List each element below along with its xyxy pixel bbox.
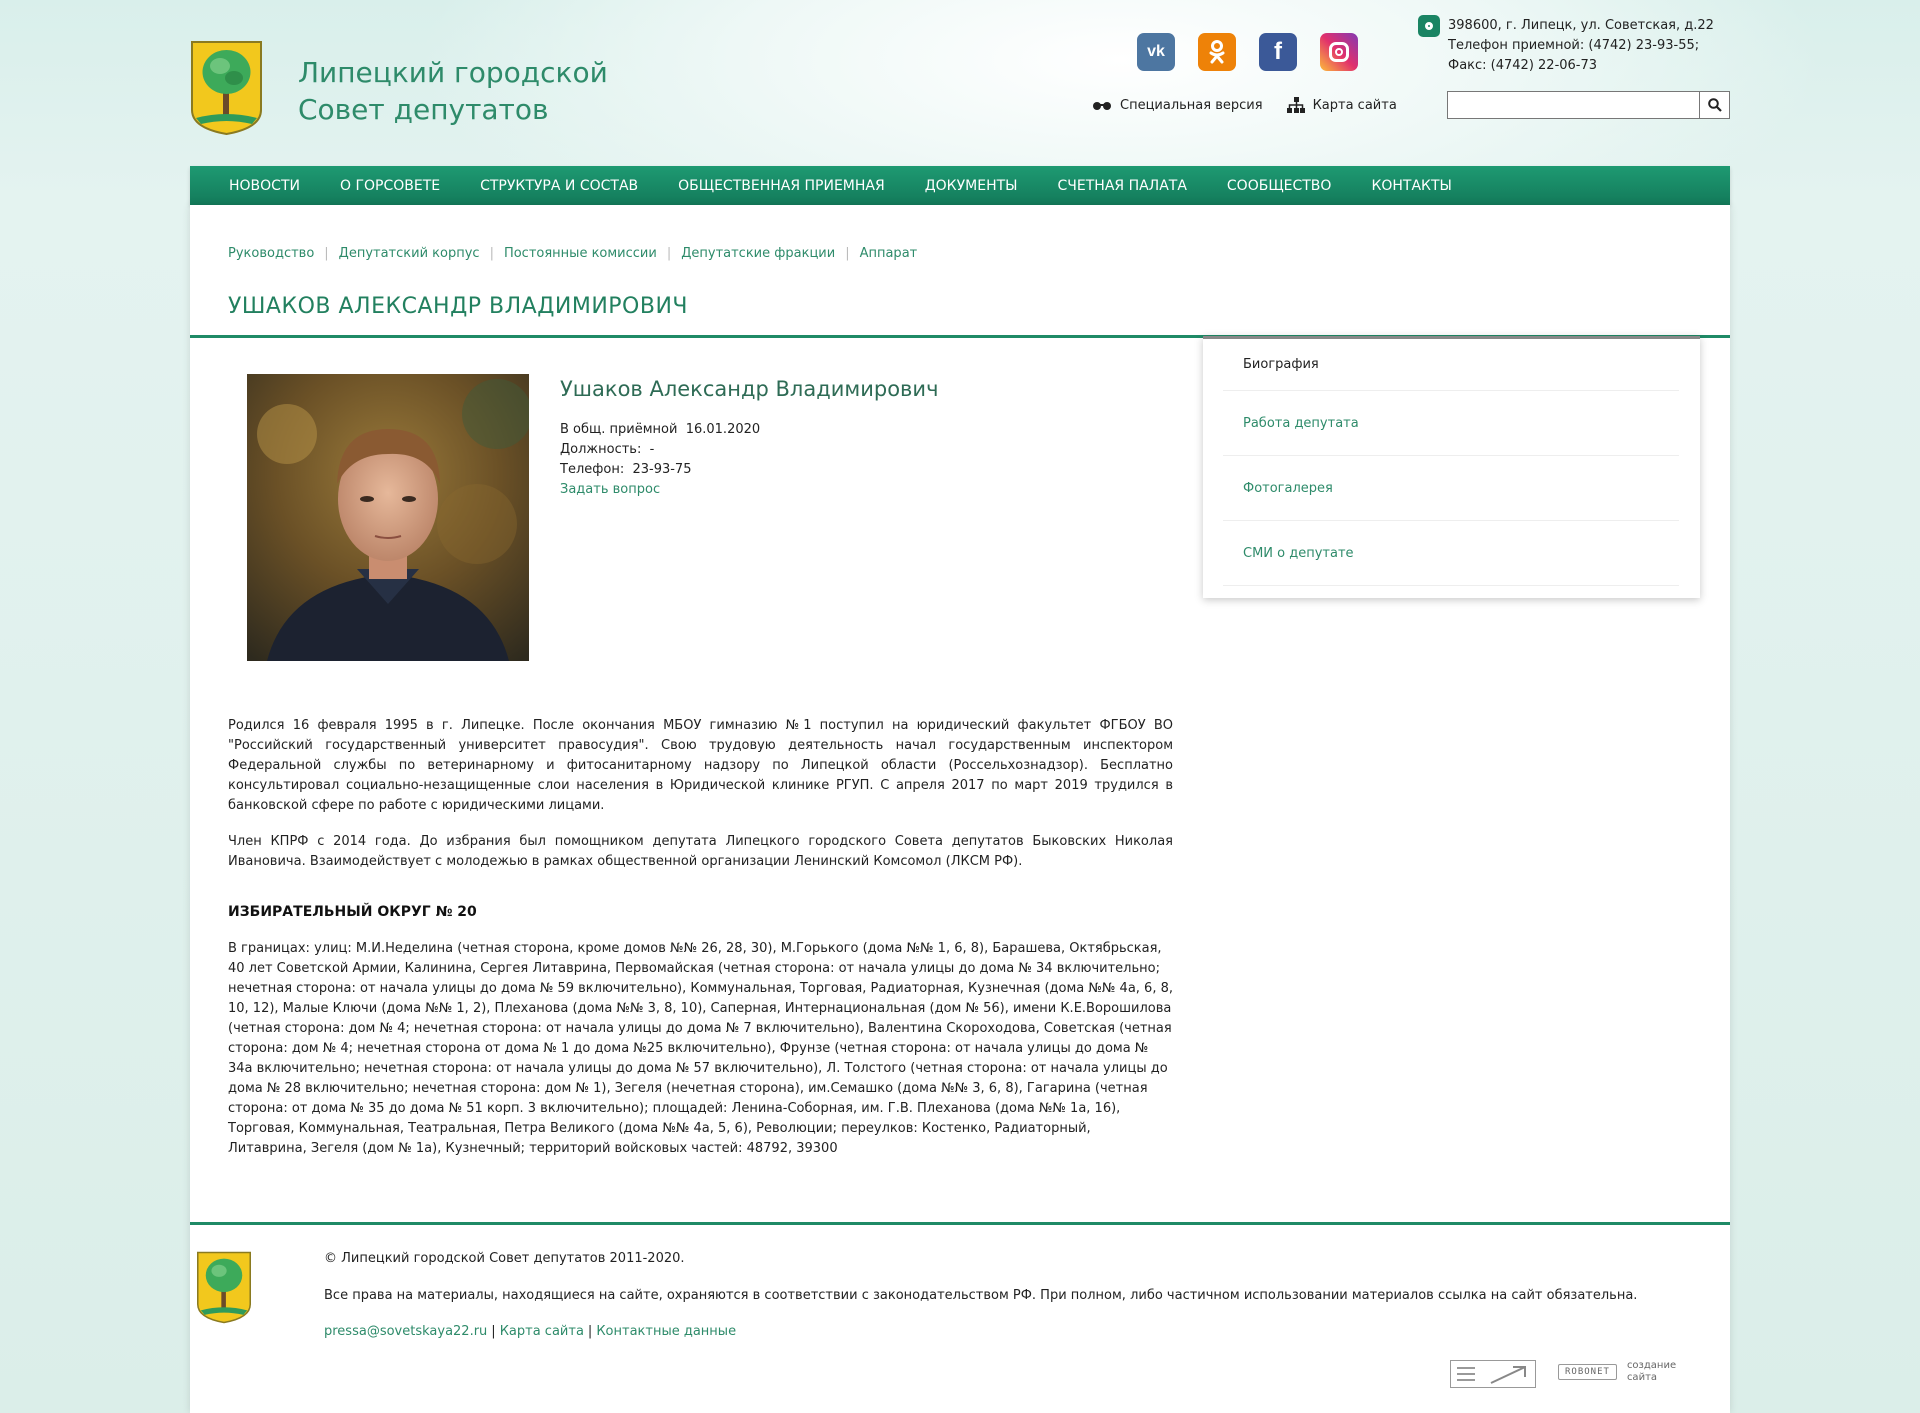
header-contacts [1418, 16, 1714, 76]
subnav-item-staff[interactable]: Аппарат [859, 246, 918, 261]
footer-crest-logo[interactable] [196, 1251, 252, 1324]
created-line1: создание [1626, 1360, 1677, 1371]
district-title: ИЗБИРАТЕЛЬНЫЙ ОКРУГ № 20 [228, 904, 477, 920]
search-input[interactable] [1451, 93, 1705, 119]
footer-link-separator: | [587, 1324, 593, 1339]
sidemenu-item-work-label: Работа депутата [1243, 415, 1359, 431]
nav-item-news[interactable]: НОВОСТИ [229, 177, 300, 194]
nav-item-reception[interactable]: ОБЩЕСТВЕННАЯ ПРИЕМНАЯ [678, 177, 885, 194]
created-line2: сайта [1626, 1372, 1658, 1383]
site-title-line1: Липецкий городской [298, 56, 608, 89]
top-links [1092, 97, 1397, 113]
sidemenu-item-gallery[interactable] [1223, 456, 1679, 521]
sidemenu-item-work[interactable] [1223, 391, 1679, 456]
sitemap-icon [1287, 97, 1305, 113]
search-button[interactable] [1699, 92, 1729, 118]
reception-label: В общ. приёмной [560, 422, 678, 437]
fax-text: Факс: (4742) 22-06-73 [1448, 58, 1598, 73]
subnav-separator: | [666, 246, 672, 261]
footer-email-link[interactable]: pressa@sovetskaya22.ru [324, 1324, 488, 1339]
sidemenu-item-media[interactable] [1223, 521, 1679, 586]
footer-sitemap-link[interactable]: Карта сайта [499, 1324, 584, 1339]
subnav-item-deputies[interactable]: Депутатский корпус [338, 246, 480, 261]
nav-item-about[interactable]: О ГОРСОВЕТЕ [339, 177, 441, 194]
city-crest-logo[interactable] [190, 40, 263, 136]
sitemap-link[interactable] [1287, 97, 1397, 113]
page-title: УШАКОВ АЛЕКСАНДР ВЛАДИМИРОВИЧ [228, 294, 688, 319]
subnav-item-leadership[interactable]: Руководство [228, 246, 315, 261]
subnav-item-commissions[interactable]: Постоянные комиссии [503, 246, 657, 261]
vk-icon[interactable]: vk [1137, 33, 1175, 71]
phone-text: Телефон приемной: (4742) 23-93-55; [1448, 38, 1700, 53]
odnoklassniki-icon[interactable] [1198, 33, 1236, 71]
nav-item-structure[interactable]: СТРУКТУРА И СОСТАВ [480, 177, 639, 194]
subnav-separator: | [845, 246, 850, 261]
sidemenu-item-biography[interactable]: Биография [1223, 339, 1679, 391]
subnav-separator: | [324, 246, 329, 261]
reception-row [560, 420, 760, 440]
district-text: В границах: улиц: М.И.Неделина (четная сторона, кроме домов №№ 26, 28, 30), М.Горького (дома №№ 1, 6, 8), Барашева, Октябрьская, 40 лет Советской Армии, Калинина, Сергея Литаврина, Первомайская (четная сторона: от начала улицы до дома № 34 включительно; нечетная сторона: от начала улицы до дома № 59 включительно), Коммунальная, Торговая, Радиаторная, Кузнечная (дома №№ 4а, 6, 8, 10, 12), Малые Ключи (дома №№ 1, 2), Плеханова (дома №№ 3, 8, 10), Саперная, Интернациональная (дом № 56), имени К.Е.Ворошилова (четная сторона: дом № 4; нечетная сторона: от начала улицы до дома № 7 включительно), Валентина Скороходова, Советская (четная сторона: дом № 4; нечетная сторона от дома № 1 до дома №25 включительно), Фрунзе (четная сторона: от начала улицы до дома № 34а включительно; нечетная сторона: от начала улицы до дома № 57 включительно), Л. Толстого (четная сторона: от начала улицы до дома № 28 включительно; нечетная сторона: дом № 1), Зегеля (нечетная сторона), им.Семашко (дома №№ 3, 6, 8), Гагарина (четная сторона: от дома № 35 до дома № 51 корп. 3 включительно); площадей: Ленина-Соборная, им. Г.В. Плеханова (дома №№ 1а, 16), Торговая, Коммунальная, Театральная, Петра Великого (дома №№ 4а, 5, 6), Революции; переулков: Костенко, Радиаторный, Литаврина, Зегеля (дом № 1а), Кузнечный; территорий войсковых частей: 48792, 39300 [228, 941, 1174, 1156]
nav-item-audit-chamber[interactable]: СЧЕТНАЯ ПАЛАТА [1057, 177, 1187, 194]
social-links [1137, 33, 1358, 71]
phone-label: Телефон: [560, 462, 625, 477]
subnav-item-factions[interactable]: Депутатские фракции [681, 246, 836, 261]
address-text: 398600, г. Липецк, ул. Советская, д.22 [1448, 18, 1714, 33]
instagram-icon[interactable] [1320, 33, 1358, 71]
site-title[interactable] [298, 54, 608, 128]
glasses-icon [1092, 99, 1112, 111]
biography-text [228, 716, 1173, 888]
footer-links [324, 1324, 736, 1339]
position-label: Должность: [560, 442, 642, 457]
sidemenu-item-media-label: СМИ о депутате [1243, 545, 1354, 561]
search-box [1447, 91, 1730, 119]
developer-credit[interactable] [1558, 1360, 1676, 1384]
facebook-icon[interactable]: f [1259, 33, 1297, 71]
deputy-name: Ушаков Александр Владимирович [560, 377, 939, 401]
special-version-label: Специальная версия [1120, 97, 1263, 113]
created-by-text [1627, 1360, 1676, 1384]
deputy-info [560, 420, 760, 500]
phone-row [560, 460, 760, 480]
position-row [560, 440, 760, 460]
sidemenu-item-gallery-label: Фотогалерея [1243, 480, 1333, 496]
footer-link-separator: | [491, 1324, 496, 1339]
bio-paragraph: Родился 16 февраля 1995 в г. Липецке. После окончания МБОУ гимназию №1 поступил на юридический факультет ФГБОУ ВО "Российский государственный университет правосудия". Свою трудовую деятельность начал государственным инспектором Федеральной службы по ветеринарному и фитосанитарному надзору по Липецкой области (Россельхознадзор). Бесплатно консультировал социально-незащищенные слои населения в Юридической клинике РГУП. С апреля 2017 по март 2019 трудился в банковской сфере по работе с юридическими лицами. [228, 718, 1173, 813]
footer-contacts-link[interactable]: Контактные данные [596, 1324, 737, 1339]
reception-date: 16.01.2020 [685, 422, 761, 437]
robonet-logo: ROBONET [1558, 1364, 1617, 1380]
phone-value: 23-93-75 [632, 462, 692, 477]
footer-copyright: © Липецкий городской Совет депутатов 2011-2020. [324, 1251, 685, 1266]
special-version-link[interactable] [1092, 97, 1263, 113]
search-icon [1708, 98, 1722, 112]
nav-item-documents[interactable]: ДОКУМЕНТЫ [924, 177, 1018, 194]
main-content [190, 205, 1730, 1413]
ask-question-link[interactable]: Задать вопрос [560, 482, 661, 497]
nav-item-community[interactable]: СООБЩЕСТВО [1226, 177, 1332, 194]
sitemap-label: Карта сайта [1312, 97, 1397, 113]
bio-paragraph: Член КПРФ с 2014 года. До избрания был помощником депутата Липецкого городского Совета депутатов Быковских Николая Ивановича. Взаимодействует с молодежью в рамках общественной организации Ленинский Комсомол (ЛКСМ РФ). [228, 834, 1173, 869]
deputy-side-menu [1203, 336, 1700, 598]
site-title-line2: Совет депутатов [298, 93, 549, 126]
nav-item-contacts[interactable]: КОНТАКТЫ [1371, 177, 1452, 194]
footer-rights: Все права на материалы, находящиеся на сайте, охраняются в соответствии с законодательством РФ. При полном, либо частичном использовании материалов ссылка на сайт обязательна. [324, 1288, 1638, 1303]
subnav-separator: | [489, 246, 494, 261]
position-value: - [649, 442, 655, 457]
main-nav [190, 166, 1730, 205]
footer-divider [190, 1222, 1730, 1225]
sub-nav [228, 246, 917, 261]
counter-badge[interactable] [1450, 1360, 1536, 1388]
deputy-photo [247, 374, 529, 661]
